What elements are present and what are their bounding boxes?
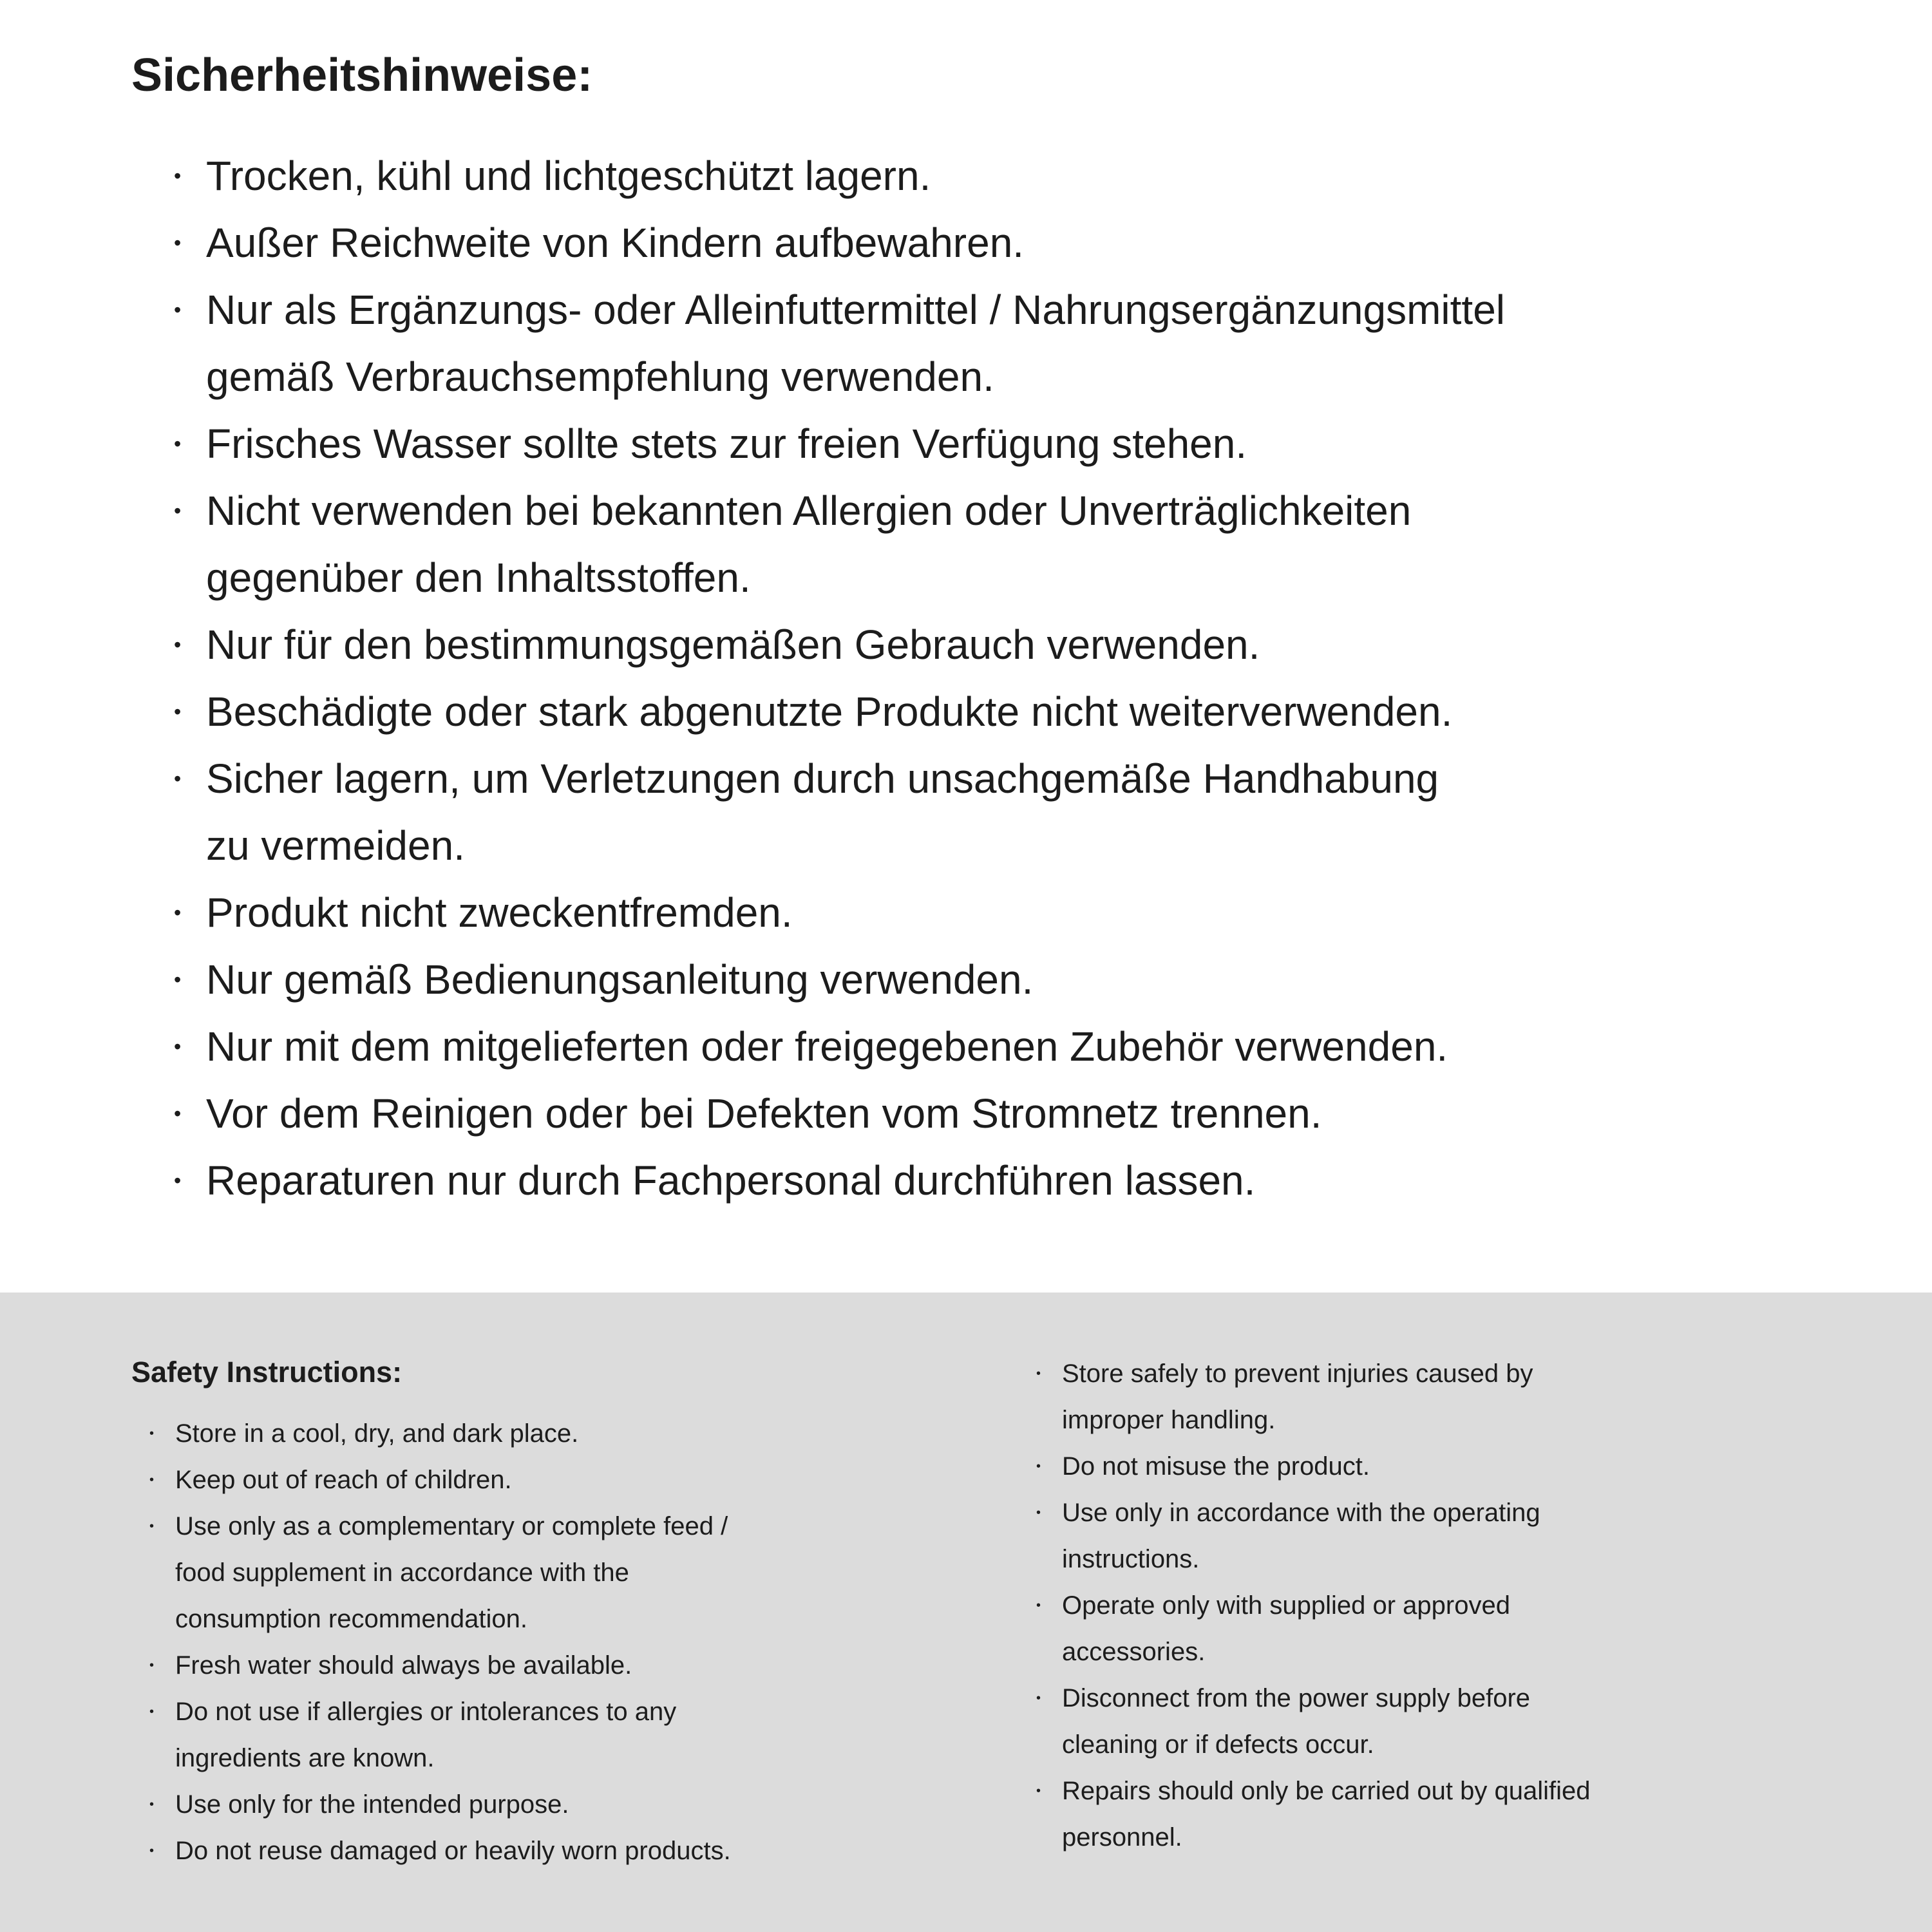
bullet-icon: •	[174, 967, 182, 991]
list-item-text: Sicher lagern, um Verletzungen durch unsachgemäße Handhabung zu vermeiden.	[206, 755, 1439, 869]
bullet-icon: •	[174, 1034, 182, 1058]
list-item-text: Nicht verwenden bei bekannten Allergien oder Unverträglichkeiten gegenüber den Inhaltsstoffen.	[206, 487, 1412, 601]
bullet-icon: •	[174, 900, 182, 924]
bullet-icon: •	[174, 1101, 182, 1125]
english-section	[0, 1293, 1932, 1932]
list-item	[131, 410, 1893, 477]
list-item	[131, 1781, 731, 1828]
bullet-icon: •	[1036, 1691, 1041, 1705]
list-item-text: Vor dem Reinigen oder bei Defekten vom Stromnetz trennen.	[206, 1090, 1322, 1137]
bullet-icon: •	[149, 1473, 155, 1487]
english-left-list	[131, 1410, 731, 1874]
list-item	[1018, 1490, 1591, 1582]
list-item-text: Use only as a complementary or complete feed / food supplement in accordance with the consumption recommendation.	[175, 1512, 728, 1633]
list-item-text: Nur für den bestimmungsgemäßen Gebrauch verwenden.	[206, 621, 1260, 668]
list-item-text: Beschädigte oder stark abgenutzte Produkte nicht weiterverwenden.	[206, 688, 1453, 735]
list-item-text: Do not reuse damaged or heavily worn products.	[175, 1837, 731, 1865]
bullet-icon: •	[1036, 1459, 1041, 1473]
list-item-text: Nur gemäß Bedienungsanleitung verwenden.	[206, 956, 1034, 1003]
list-item-text: Nur mit dem mitgelieferten oder freigegebenen Zubehör verwenden.	[206, 1023, 1448, 1070]
bullet-icon: •	[149, 1705, 155, 1719]
list-item	[1018, 1350, 1591, 1443]
list-item-text: Operate only with supplied or approved accessories.	[1062, 1591, 1510, 1666]
english-left-column	[131, 1355, 731, 1874]
bullet-icon: •	[1036, 1367, 1041, 1381]
list-item	[131, 1410, 731, 1457]
bullet-icon: •	[174, 766, 182, 790]
bullet-icon: •	[174, 632, 182, 656]
list-item	[131, 1457, 731, 1503]
list-item-text: Disconnect from the power supply before cleaning or if defects occur.	[1062, 1684, 1531, 1759]
english-right-column	[1018, 1350, 1591, 1861]
bullet-icon: •	[149, 1797, 155, 1812]
list-item-text: Do not misuse the product.	[1062, 1452, 1370, 1481]
bullet-icon: •	[1036, 1598, 1041, 1613]
list-item	[131, 1828, 731, 1874]
list-item	[131, 745, 1893, 879]
bullet-icon: •	[174, 164, 182, 187]
list-item-text: Keep out of reach of children.	[175, 1466, 512, 1494]
list-item	[131, 1013, 1893, 1080]
list-item-text: Produkt nicht zweckentfremden.	[206, 889, 793, 936]
bullet-icon: •	[1036, 1506, 1041, 1520]
list-item	[131, 611, 1893, 678]
list-item-text: Fresh water should always be available.	[175, 1651, 632, 1680]
list-item-text: Use only in accordance with the operating instructions.	[1062, 1499, 1540, 1573]
list-item	[131, 1689, 731, 1781]
list-item	[131, 1642, 731, 1689]
list-item	[131, 276, 1893, 410]
list-item-text: Reparaturen nur durch Fachpersonal durchführen lassen.	[206, 1157, 1256, 1204]
bullet-icon: •	[174, 498, 182, 522]
bullet-icon: •	[149, 1658, 155, 1672]
list-item	[131, 678, 1893, 745]
list-item	[131, 1080, 1893, 1147]
list-item-text: Store safely to prevent injuries caused by improper handling.	[1062, 1359, 1533, 1434]
list-item	[131, 1503, 731, 1642]
list-item	[131, 142, 1893, 209]
bullet-icon: •	[174, 1168, 182, 1192]
list-item	[1018, 1443, 1591, 1490]
german-title: Sicherheitshinweise:	[131, 50, 593, 101]
list-item-text: Repairs should only be carried out by qualified personnel.	[1062, 1777, 1591, 1852]
list-item-text: Trocken, kühl und lichtgeschützt lagern.	[206, 152, 931, 199]
list-item	[1018, 1675, 1591, 1768]
bullet-icon: •	[1036, 1784, 1041, 1798]
bullet-icon: •	[149, 1844, 155, 1858]
list-item	[1018, 1582, 1591, 1675]
bullet-icon: •	[149, 1426, 155, 1441]
list-item-text: Nur als Ergänzungs- oder Alleinfuttermittel / Nahrungsergänzungsmittel gemäß Verbrauchsempfehlung verwenden.	[206, 286, 1505, 400]
list-item-text: Außer Reichweite von Kindern aufbewahren.	[206, 219, 1025, 266]
list-item-text: Frisches Wasser sollte stets zur freien Verfügung stehen.	[206, 420, 1247, 467]
list-item	[1018, 1768, 1591, 1861]
list-item	[131, 1147, 1893, 1214]
list-item-text: Store in a cool, dry, and dark place.	[175, 1419, 579, 1448]
bullet-icon: •	[149, 1519, 155, 1533]
english-title: Safety Instructions:	[131, 1356, 402, 1388]
list-item	[131, 209, 1893, 276]
bullet-icon: •	[174, 431, 182, 455]
english-right-list	[1018, 1350, 1591, 1861]
list-item-text: Use only for the intended purpose.	[175, 1790, 569, 1819]
bullet-icon: •	[174, 298, 182, 321]
list-item	[131, 946, 1893, 1013]
german-section	[131, 49, 1893, 1214]
list-item-text: Do not use if allergies or intolerances to any ingredients are known.	[175, 1698, 677, 1772]
list-item	[131, 477, 1893, 611]
bullet-icon: •	[174, 699, 182, 723]
list-item	[131, 879, 1893, 946]
german-bullet-list	[131, 142, 1893, 1214]
bullet-icon: •	[174, 231, 182, 254]
